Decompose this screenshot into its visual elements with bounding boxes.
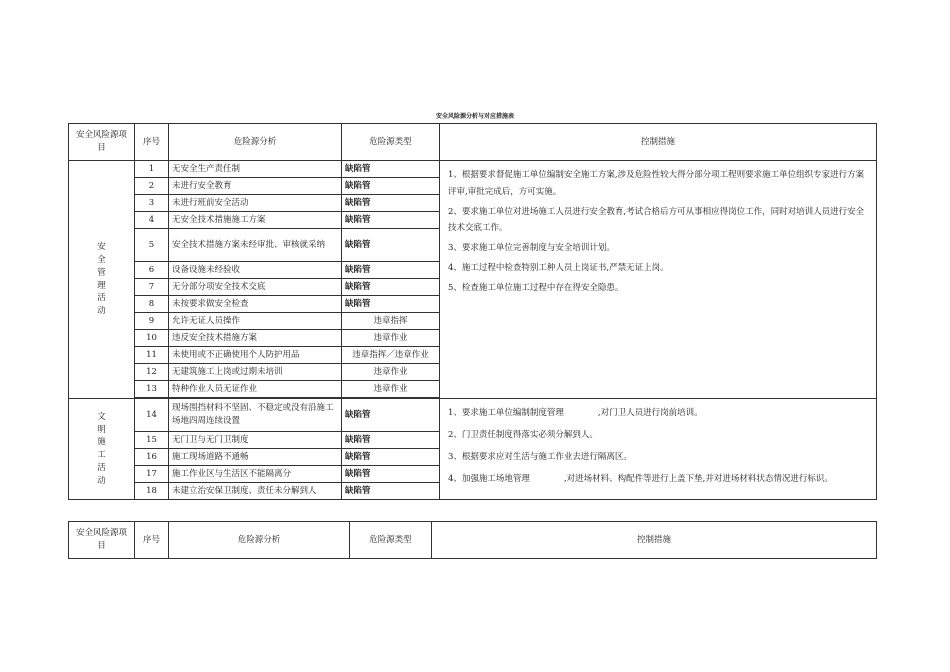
control-measures-civilized — [440, 399, 877, 500]
row-analysis: 无安全生产责任制 — [169, 161, 342, 178]
header-category: 安全风险源项目 — [69, 522, 135, 559]
row-analysis: 施工现场道路不通畅 — [169, 449, 342, 466]
row-analysis: 无分部分项安全技术交底 — [169, 279, 342, 296]
row-type: 违章指挥／违章作业 — [342, 347, 440, 364]
measure-item: 4、施工过程中检查特别工种人员上岗证书,严禁无证上岗。 — [448, 263, 669, 274]
measure-item: 1、根据要求督促施工单位编制安全施工方案,涉及危险性较大得分部分项工程则要求施工单位组织专家进行方案评审,审批完成后，方可实施。 — [448, 170, 865, 197]
row-type: 缺陷管 — [342, 178, 440, 195]
row-no: 8 — [135, 296, 169, 313]
row-type: 缺陷管 — [342, 449, 440, 466]
measure-item: 4、加强施工场地管理 ,对进场材料、构配件等进行上盖下垫,并对进场材料状态情况进行标识。 — [448, 474, 833, 484]
row-analysis: 特种作业人员无证作业 — [169, 381, 342, 398]
row-analysis: 未按要求做安全检查 — [169, 296, 342, 313]
header-control: 控制措施 — [440, 124, 877, 161]
row-type: 缺陷管 — [342, 399, 440, 432]
row-no: 12 — [135, 364, 169, 381]
row-analysis: 无建筑施工上岗或过期未培训 — [169, 364, 342, 381]
row-type: 缺陷管 — [342, 262, 440, 279]
row-no: 3 — [135, 195, 169, 212]
header-analysis: 危险源分析 — [169, 522, 350, 559]
row-no: 13 — [135, 381, 169, 398]
row-analysis: 未进行班前安全活动 — [169, 195, 342, 212]
measure-item: 1、要求施工单位编制制度管理 ,对门卫人员进行岗前培训。 — [448, 408, 703, 418]
row-no: 18 — [135, 483, 169, 500]
header-no: 序号 — [135, 124, 169, 161]
row-analysis: 允许无证人员操作 — [169, 313, 342, 330]
row-no: 17 — [135, 466, 169, 483]
row-type: 违章作业 — [342, 330, 440, 347]
table-row — [69, 161, 877, 178]
row-type: 缺陷管 — [342, 161, 440, 178]
repeat-header-table — [68, 521, 877, 559]
measure-item: 2、门卫责任制度得落实必须分解到人。 — [448, 430, 598, 440]
header-analysis: 危险源分析 — [169, 124, 342, 161]
row-type: 缺陷管 — [342, 483, 440, 500]
row-analysis: 无门卫与无门卫制度 — [169, 432, 342, 449]
header-control: 控制措施 — [432, 522, 877, 559]
table-row — [69, 399, 877, 432]
control-measures-safety — [440, 161, 877, 399]
header-type: 危险源类型 — [342, 124, 440, 161]
row-no: 5 — [135, 229, 169, 262]
row-type: 违章作业 — [342, 381, 440, 398]
row-analysis: 未建立治安保卫制度、责任未分解到人 — [169, 483, 342, 500]
row-no: 15 — [135, 432, 169, 449]
row-type: 违章指挥 — [342, 313, 440, 330]
row-type: 缺陷管 — [342, 432, 440, 449]
row-analysis: 无安全技术措施施工方案 — [169, 212, 342, 229]
row-no: 10 — [135, 330, 169, 347]
row-analysis: 设备设施未经验收 — [169, 262, 342, 279]
row-no: 1 — [135, 161, 169, 178]
table-header-row — [69, 124, 877, 161]
row-type: 违章作业 — [342, 364, 440, 381]
row-no: 4 — [135, 212, 169, 229]
row-type: 缺陷管 — [342, 466, 440, 483]
repeat-header-row — [69, 522, 877, 559]
row-type: 缺陷管 — [342, 195, 440, 212]
row-analysis: 未进行安全教育 — [169, 178, 342, 195]
measure-item: 5、检查施工单位施工过程中存在得安全隐患。 — [448, 283, 624, 294]
row-analysis: 施工作业区与生活区不能隔离分 — [169, 466, 342, 483]
measure-item: 3、根据要求应对生活与施工作业去进行隔离区。 — [448, 452, 632, 462]
row-no: 14 — [135, 399, 169, 432]
row-type: 缺陷管 — [342, 229, 440, 262]
document-title: 安全风险源分析与对应措施表 — [435, 113, 514, 120]
measure-item: 2、要求施工单位对进场施工人员进行安全教育,考试合格后方可从事相应得岗位工作，同时对培训人员进行安全技术交底工作。 — [448, 206, 865, 234]
row-analysis: 未使用或不正确使用个人防护用品 — [169, 347, 342, 364]
row-no: 7 — [135, 279, 169, 296]
row-no: 11 — [135, 347, 169, 364]
row-analysis: 现场围挡材料不坚固、不稳定或没有沿施工场地四周连续设置 — [169, 399, 342, 432]
row-no: 2 — [135, 178, 169, 195]
row-no: 6 — [135, 262, 169, 279]
row-type: 缺陷管 — [342, 296, 440, 313]
category-safety-management: 安全管理活动 — [69, 161, 135, 399]
header-no: 序号 — [135, 522, 169, 559]
measure-item: 3、要求施工单位完善制度与安全培训计划。 — [448, 243, 615, 254]
row-no: 16 — [135, 449, 169, 466]
row-type: 缺陷管 — [342, 279, 440, 296]
row-analysis: 安全技术措施方案未经审批、审核就采纳 — [169, 229, 342, 262]
row-type: 缺陷管 — [342, 212, 440, 229]
risk-table — [68, 123, 877, 500]
row-no: 9 — [135, 313, 169, 330]
category-civilized-construction: 文明施工活动 — [69, 399, 135, 500]
header-category: 安全风险源项目 — [69, 124, 135, 161]
header-type: 危险源类型 — [350, 522, 432, 559]
row-analysis: 违反安全技术措施方案 — [169, 330, 342, 347]
